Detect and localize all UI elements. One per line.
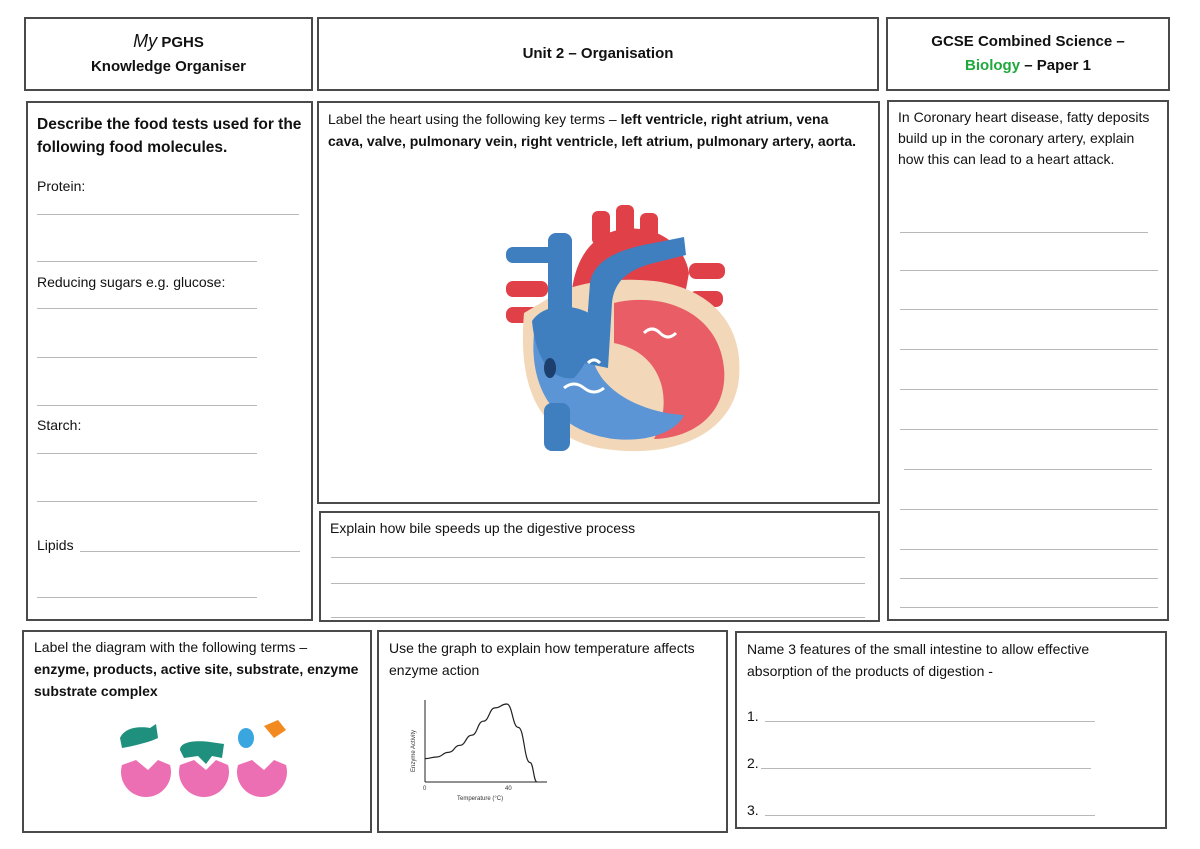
heart-box bbox=[317, 101, 880, 504]
enzyme bbox=[121, 760, 171, 797]
food-tests-title: Describe the food tests used for the following food molecules. bbox=[37, 116, 302, 156]
heart-prompt-terms: left ventricle, right atrium, vena cava, valve, pulmonary vein, right ventricle, left atrium, pulmonary artery, aorta. bbox=[328, 111, 857, 149]
coronary-box bbox=[887, 100, 1169, 621]
answer-line[interactable] bbox=[331, 617, 865, 618]
answer-line[interactable] bbox=[900, 389, 1158, 390]
header-subtitle: Knowledge Organiser bbox=[90, 58, 247, 75]
answer-line[interactable] bbox=[765, 815, 1095, 816]
answer-line[interactable] bbox=[765, 721, 1095, 722]
enzyme bbox=[237, 760, 287, 797]
graph-box bbox=[377, 630, 728, 833]
unit-title: Unit 2 – Organisation bbox=[522, 45, 674, 62]
answer-line[interactable] bbox=[900, 578, 1158, 579]
answer-line[interactable] bbox=[761, 768, 1091, 769]
answer-line[interactable] bbox=[37, 453, 257, 454]
subject-biology: Biology bbox=[965, 57, 1021, 74]
bile-box bbox=[319, 511, 880, 622]
paper-label: – Paper 1 bbox=[1020, 57, 1091, 74]
header-school: PGHS bbox=[161, 34, 204, 51]
answer-line[interactable] bbox=[37, 261, 257, 262]
aorta-branch bbox=[616, 205, 634, 241]
answer-line[interactable] bbox=[331, 557, 865, 558]
y-axis-label: Enzyme Activity bbox=[411, 729, 417, 772]
heart-prompt bbox=[328, 108, 863, 152]
answer-number: 2. bbox=[747, 755, 759, 771]
answer-line[interactable] bbox=[37, 405, 257, 406]
answer-number: 1. bbox=[747, 708, 759, 724]
coronary-prompt: In Coronary heart disease, fatty deposits build up in the coronary artery, explain how this can lead to a heart attack. bbox=[898, 109, 1150, 167]
answer-line[interactable] bbox=[900, 549, 1158, 550]
aorta-branch bbox=[592, 211, 610, 245]
enzyme-prompt bbox=[34, 636, 364, 702]
answer-line[interactable] bbox=[80, 551, 300, 552]
answer-line[interactable] bbox=[900, 607, 1158, 608]
answer-line[interactable] bbox=[900, 270, 1158, 271]
answer-line[interactable] bbox=[37, 597, 257, 598]
starch-label: Starch: bbox=[37, 417, 82, 433]
enzyme-prompt-terms: enzyme, products, active site, substrate, enzyme substrate complex bbox=[34, 661, 359, 699]
answer-line[interactable] bbox=[37, 308, 257, 309]
school-line bbox=[133, 29, 204, 55]
reducing-sugars-label: Reducing sugars e.g. glucose: bbox=[37, 274, 226, 290]
product bbox=[238, 728, 254, 748]
small-intestine-prompt: Name 3 features of the small intestine to allow effective absorption of the products of digestion - bbox=[747, 641, 1090, 679]
heart-diagram bbox=[504, 203, 764, 463]
answer-line[interactable] bbox=[37, 357, 257, 358]
graph-prompt: Use the graph to explain how temperature affects enzyme action bbox=[389, 640, 695, 678]
enzyme bbox=[179, 760, 229, 797]
answer-number: 3. bbox=[747, 802, 759, 818]
answer-line[interactable] bbox=[900, 509, 1158, 510]
answer-line[interactable] bbox=[900, 232, 1148, 233]
protein-label: Protein: bbox=[37, 178, 86, 194]
lipids-label: Lipids bbox=[37, 537, 74, 553]
enzyme-prompt-plain: Label the diagram with the following terms – bbox=[34, 639, 308, 655]
header-unit-box bbox=[317, 17, 879, 91]
pulmonary-vein bbox=[506, 281, 548, 297]
bile-prompt: Explain how bile speeds up the digestive process bbox=[330, 520, 636, 536]
x-axis-label: Temperature (°C) bbox=[457, 796, 504, 802]
enzyme-diagram-box bbox=[22, 630, 372, 833]
aorta-branch bbox=[640, 213, 658, 245]
vessel-opening bbox=[544, 358, 556, 378]
answer-line[interactable] bbox=[904, 469, 1152, 470]
course-paper-line bbox=[965, 54, 1091, 78]
answer-line[interactable] bbox=[900, 309, 1158, 310]
header-school-box bbox=[24, 17, 313, 91]
answer-line[interactable] bbox=[900, 349, 1158, 350]
pulmonary-vein bbox=[689, 263, 725, 279]
product bbox=[264, 720, 286, 738]
x-tick-label: 0 bbox=[423, 786, 427, 792]
header-my: My bbox=[133, 31, 158, 51]
answer-line[interactable] bbox=[37, 214, 299, 215]
activity-curve bbox=[425, 704, 537, 782]
enzyme-activity-chart bbox=[397, 690, 567, 810]
answer-line[interactable] bbox=[37, 501, 257, 502]
vena-cava bbox=[544, 403, 570, 451]
substrate bbox=[120, 724, 158, 748]
enzyme-substrate-diagram bbox=[114, 720, 314, 800]
heart-prompt-plain: Label the heart using the following key terms – bbox=[328, 111, 621, 127]
food-tests-box bbox=[26, 101, 313, 621]
header-course-box bbox=[886, 17, 1170, 91]
answer-line[interactable] bbox=[900, 429, 1158, 430]
answer-line[interactable] bbox=[331, 583, 865, 584]
small-intestine-box bbox=[735, 631, 1167, 829]
course-title: GCSE Combined Science – bbox=[931, 33, 1125, 50]
x-tick-label: 40 bbox=[505, 786, 512, 792]
pulmonary-artery-branch bbox=[506, 247, 566, 263]
